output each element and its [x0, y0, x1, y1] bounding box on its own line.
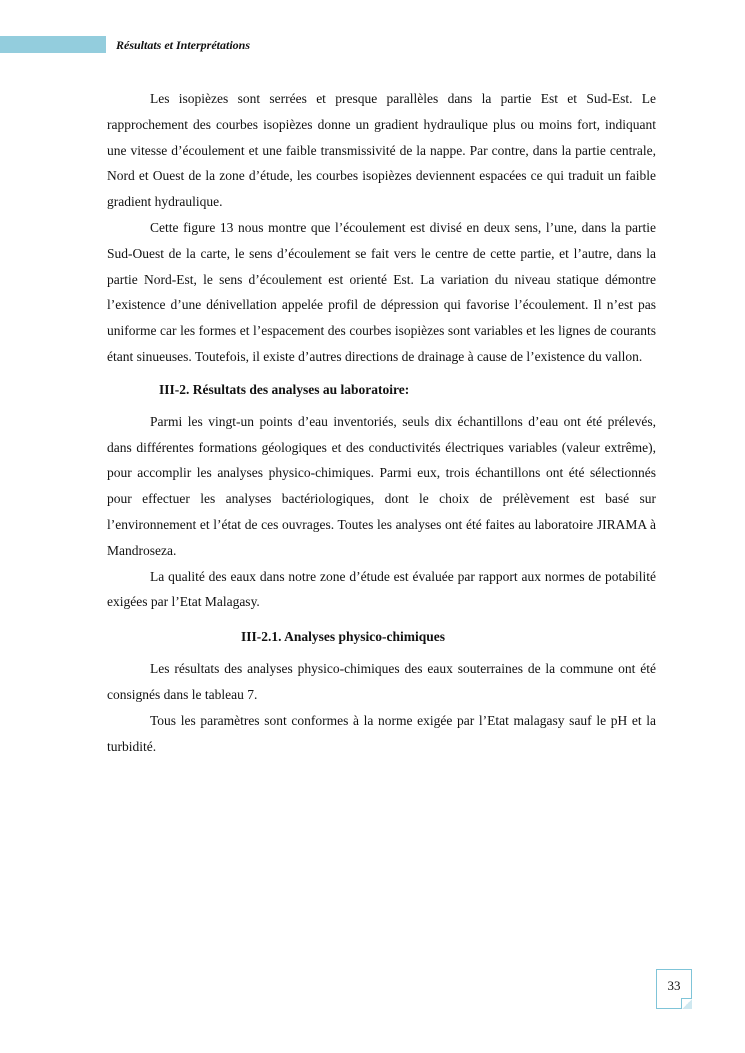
lab-paragraph-2: La qualité des eaux dans notre zone d’étude est évaluée par rapport aux normes de potabilité exigées par l’Etat Malagasy.: [107, 568, 656, 610]
intro-paragraph-1: Les isopièzes sont serrées et presque parallèles dans la partie Est et Sud-Est. Le rapprochement des courbes isopièzes donne un gradient hydraulique plus ou moins fort, indiquant une vitesse d’écoulement et une faible transmissivité de la nappe. Par contre, dans la partie centrale, Nord et Ouest de la zone d’étude, les courbes isopièzes deviennent espacées ce qui traduit un faible gradient hydraulique.: [107, 91, 656, 210]
running-header-title: Résultats et Interprétations: [116, 38, 251, 52]
page-body: [107, 86, 656, 759]
page-number-box: [656, 969, 692, 1009]
intro-paragraph-2: Cette figure 13 nous montre que l’écoulement est divisé en deux sens, l’une, dans la partie Sud-Ouest de la carte, le sens d’écoulement se fait vers le centre de cette partie, et l’autre, dans la partie Nord-Est, le sens d’écoulement est orienté Est. La variation du niveau statique démontre l’existence d’une dénivellation appelée profil de dépression qui favorise l’écoulement. Il n’est pas uniforme car les formes et l’espacement des courbes isopièzes sont variables et les lignes de courants étant sinueuses. Toutefois, il existe d’autres directions de drainage à cause de l’existence du vallon.: [107, 219, 656, 364]
lab-paragraph-1: Parmi les vingt-un points d’eau inventoriés, seuls dix échantillons d’eau ont été prélevés, dans différentes formations géologiques et des conductivités électriques variables (valeur extrême), pour accomplir les analyses physico-chimiques. Parmi eux, trois échantillons ont été sélectionnés pour effectuer les analyses bactériologiques, dont le choix de prélèvement est basé sur l’environnement et l’état de ces ouvrages. Toutes les analyses ont été faites au laboratoire JIRAMA à Mandroseza.: [107, 413, 656, 558]
page-number: 33: [667, 978, 681, 993]
physico-paragraph-2: Tous les paramètres sont conformes à la norme exigée par l’Etat malagasy sauf le pH et la turbidité.: [107, 712, 656, 754]
section-heading-lab-results: III-2. Résultats des analyses au laboratoire:: [159, 381, 410, 397]
physico-paragraph-1: Les résultats des analyses physico-chimiques des eaux souterraines de la commune ont été consignés dans le tableau 7.: [107, 661, 656, 702]
header-accent-bar: [0, 36, 106, 53]
subsection-heading-physico-chimiques: III-2.1. Analyses physico-chimiques: [241, 629, 446, 645]
